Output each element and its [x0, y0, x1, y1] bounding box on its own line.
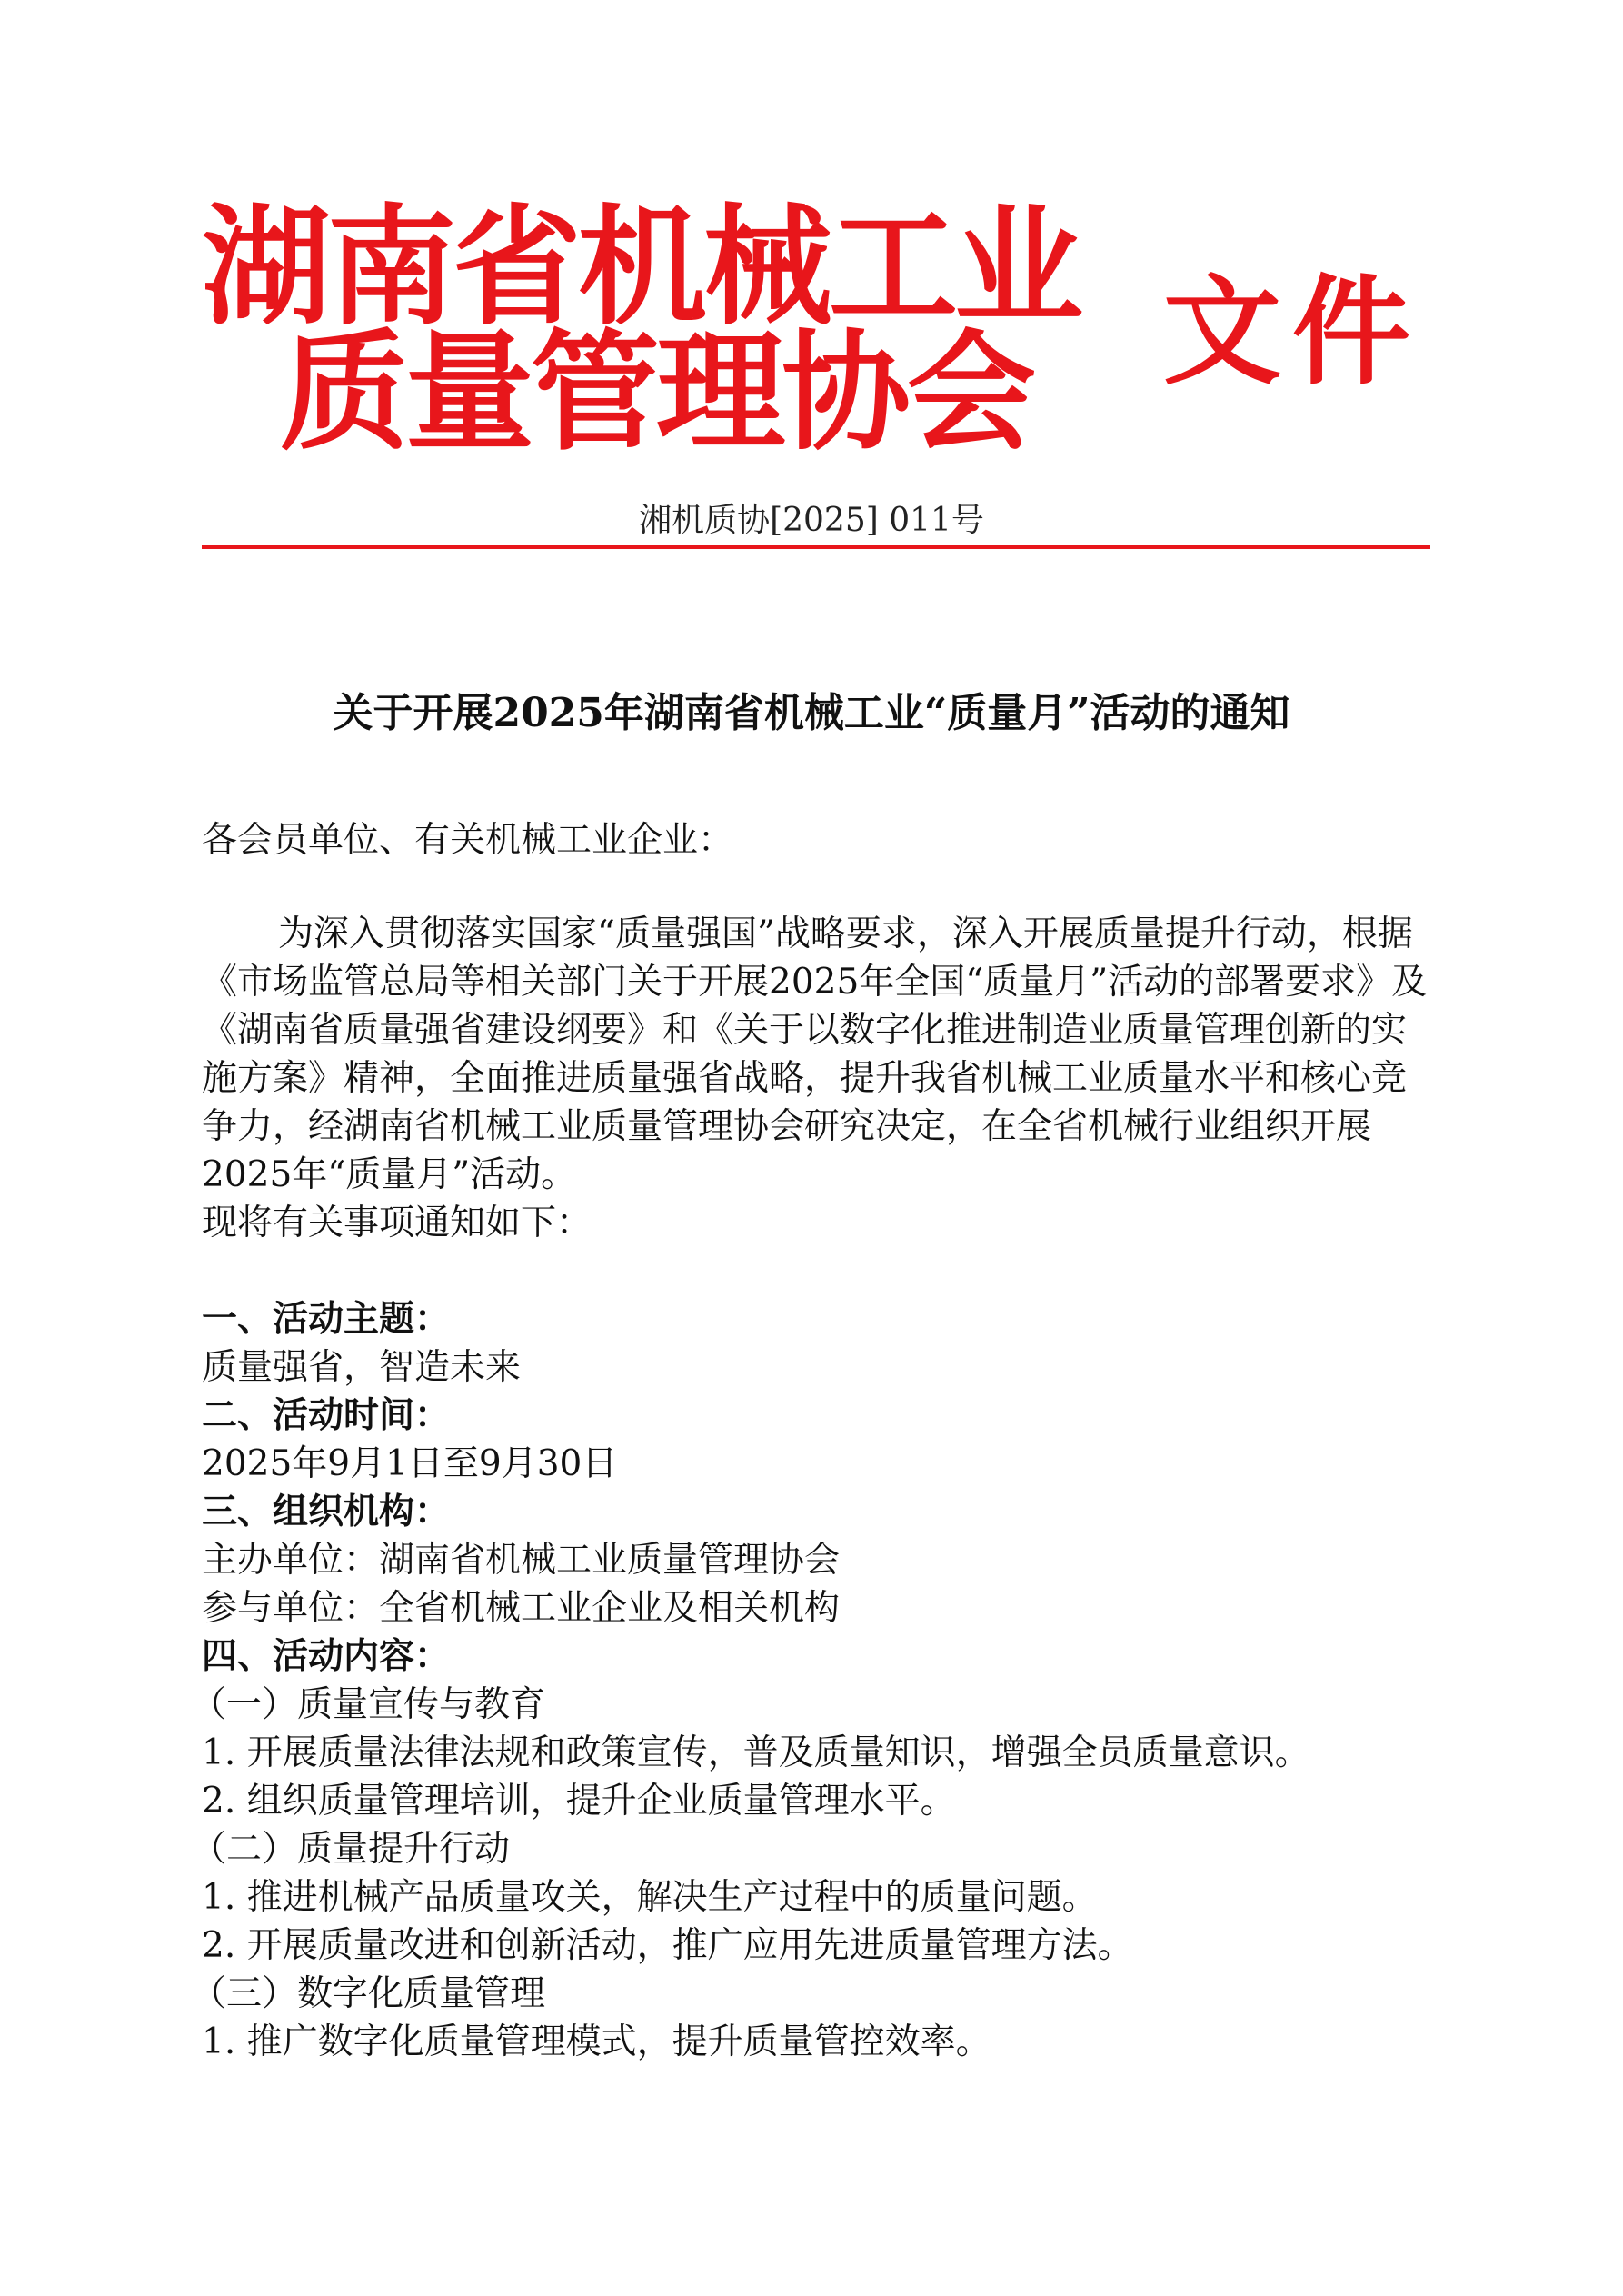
section-text-host: 主办单位：湖南省机械工业质量管理协会	[202, 1540, 841, 1581]
list-item: 1. 开展质量法律法规和政策宣传，普及质量知识，增强全员质量意识。	[202, 1732, 1310, 1773]
red-divider	[202, 545, 1430, 549]
salutation: 各会员单位、有关机械工业企业：	[202, 820, 734, 861]
list-item: 1. 推广数字化质量管理模式，提升质量管控效率。	[202, 2021, 991, 2062]
section-text-time: 2025年9月1日至9月30日	[202, 1443, 618, 1484]
section-heading-time: 二、活动时间：	[202, 1394, 451, 1436]
intro-tail: 现将有关事项通知如下：	[202, 1203, 592, 1243]
notice-title: 关于开展2025年湖南省机械工业“质量月”活动的通知	[333, 690, 1290, 736]
section-heading-organization: 三、组织机构：	[202, 1491, 451, 1532]
intro-paragraph: 为深入贯彻落实国家“质量强国”战略要求，深入开展质量提升行动，根据《市场监管总局等相关部门关于开展2025年全国“质量月”活动的部署要求》及《湖南省质量强省建设纲要》和《关于以数字化推进制造业质量管理创新的实施方案》精神，全面推进质量强省战略，提升我省机械工业质量水平和核心竞争力，经湖南省机械工业质量管理协会研究决定，在全省机械行业组织开展2025年“质量月”活动。	[202, 913, 1428, 1195]
subsection-title-publicity: （一）质量宣传与教育	[191, 1684, 546, 1725]
section-text-participants: 参与单位：全省机械工业企业及相关机构	[202, 1588, 841, 1629]
notice-body	[191, 816, 1430, 2066]
section-heading-content: 四、活动内容：	[202, 1635, 451, 1677]
subsection-title-improvement: （二）质量提升行动	[191, 1829, 511, 1870]
subsection-title-digital: （三）数字化质量管理	[191, 1973, 546, 2014]
section-heading-theme: 一、活动主题：	[202, 1298, 451, 1340]
organization-line-2: 质量管理协会	[280, 318, 1032, 468]
paragraph-spacer	[202, 1247, 1430, 1295]
list-item: 1. 推进机械产品质量攻关，解决生产过程中的质量问题。	[202, 1877, 1098, 1918]
document-number: 湘机质协[2025] 011号	[639, 502, 984, 539]
list-item: 2. 开展质量改进和创新活动，推广应用先进质量管理方法。	[202, 1925, 1133, 1966]
list-item: 2. 组织质量管理培训，提升企业质量管理水平。	[202, 1781, 956, 1822]
issuing-organization	[202, 193, 1080, 468]
organization-line-1: 湖南省机械工业	[202, 193, 1080, 343]
section-text-theme: 质量强省，智造未来	[202, 1347, 522, 1388]
document-word: 文件	[1163, 263, 1422, 401]
